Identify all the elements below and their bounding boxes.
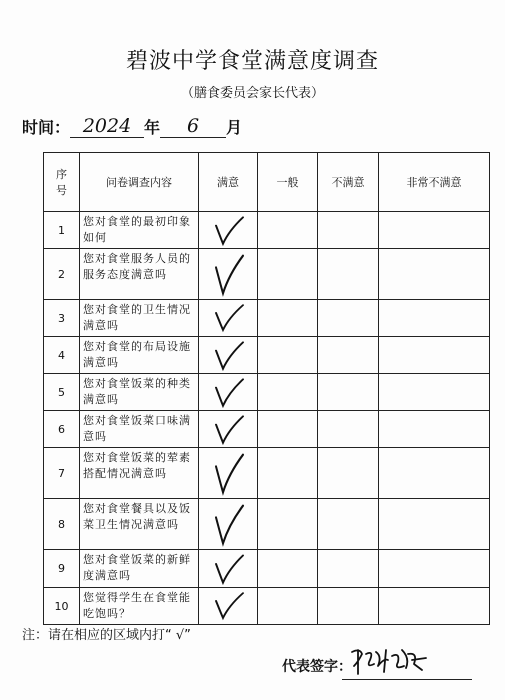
row-number: 2 <box>44 249 80 300</box>
table-row <box>44 550 490 588</box>
answer-cell[interactable] <box>258 212 318 249</box>
answer-cell[interactable] <box>199 249 258 300</box>
answer-cell[interactable] <box>318 337 379 374</box>
answer-cell[interactable] <box>258 448 318 499</box>
question-text: 您对食堂饭菜的荤素搭配情况满意吗 <box>80 448 199 499</box>
checkmark-icon <box>213 376 245 409</box>
header-no-char: 序 <box>56 168 67 181</box>
signature-label: 代表签字： <box>282 659 352 675</box>
month-unit: 月 <box>226 118 243 137</box>
row-number: 5 <box>44 374 80 411</box>
checkmark-icon <box>213 339 245 372</box>
question-text: 您觉得学生在食堂能吃饱吗？ <box>80 588 199 625</box>
table-header-row <box>44 153 490 212</box>
answer-cell[interactable] <box>379 550 490 588</box>
question-text: 您对食堂服务人员的服务态度满意吗 <box>80 249 199 300</box>
row-number: 1 <box>44 212 80 249</box>
header-very-unsatisfied: 非常不满意 <box>379 153 490 212</box>
answer-cell[interactable] <box>379 588 490 625</box>
answer-cell[interactable] <box>258 411 318 448</box>
answer-cell[interactable] <box>258 374 318 411</box>
month-field[interactable]: 6 <box>160 115 226 138</box>
answer-cell[interactable] <box>379 300 490 337</box>
answer-cell[interactable] <box>199 411 258 448</box>
page-title: 碧波中学食堂满意度调查 <box>125 49 379 74</box>
table-row <box>44 411 490 448</box>
table-row <box>44 448 490 499</box>
table-row <box>44 249 490 300</box>
header-satisfied: 满意 <box>199 153 258 212</box>
table-row <box>44 588 490 625</box>
answer-cell[interactable] <box>379 249 490 300</box>
answer-cell[interactable] <box>379 212 490 249</box>
checkmark-icon <box>213 214 245 247</box>
row-number: 10 <box>44 588 80 625</box>
signature-image <box>348 644 430 678</box>
answer-cell[interactable] <box>318 249 379 300</box>
answer-cell[interactable] <box>199 337 258 374</box>
answer-cell[interactable] <box>258 300 318 337</box>
answer-cell[interactable] <box>199 499 258 550</box>
answer-cell[interactable] <box>199 300 258 337</box>
survey-table <box>43 152 490 625</box>
question-text: 您对食堂餐具以及饭菜卫生情况满意吗 <box>80 499 199 550</box>
answer-cell[interactable] <box>318 300 379 337</box>
answer-cell[interactable] <box>318 550 379 588</box>
row-number: 4 <box>44 337 80 374</box>
question-text: 您对食堂的最初印象如何 <box>80 212 199 249</box>
answer-cell[interactable] <box>379 499 490 550</box>
question-text: 您对食堂饭菜的新鲜度满意吗 <box>80 550 199 588</box>
question-text: 您对食堂的布局设施满意吗 <box>80 337 199 374</box>
checkmark-icon <box>213 251 245 298</box>
checkmark-icon <box>213 501 245 548</box>
row-number: 9 <box>44 550 80 588</box>
checkmark-icon <box>213 302 245 333</box>
answer-cell[interactable] <box>258 249 318 300</box>
answer-cell[interactable] <box>318 499 379 550</box>
checkmark-icon <box>213 413 245 446</box>
checkmark-icon <box>213 552 245 586</box>
row-number: 6 <box>44 411 80 448</box>
table-row <box>44 374 490 411</box>
question-text: 您对食堂的卫生情况满意吗 <box>80 300 199 337</box>
answer-cell[interactable] <box>318 374 379 411</box>
footnote: 注：请在相应的区域内打“ √” <box>22 628 191 643</box>
answer-cell[interactable] <box>318 212 379 249</box>
header-question: 问卷调查内容 <box>80 153 199 212</box>
date-line <box>22 112 242 138</box>
answer-cell[interactable] <box>318 411 379 448</box>
answer-cell[interactable] <box>199 212 258 249</box>
answer-cell[interactable] <box>199 550 258 588</box>
header-no-char: 号 <box>56 184 67 197</box>
answer-cell[interactable] <box>379 374 490 411</box>
answer-cell[interactable] <box>318 448 379 499</box>
answer-cell[interactable] <box>379 337 490 374</box>
header-no <box>44 153 80 212</box>
question-text: 您对食堂饭菜的种类满意吗 <box>80 374 199 411</box>
table-row <box>44 212 490 249</box>
page-subtitle: （膳食委员会家长代表） <box>180 86 324 101</box>
row-number: 7 <box>44 448 80 499</box>
header-unsatisfied: 不满意 <box>318 153 379 212</box>
answer-cell[interactable] <box>199 448 258 499</box>
answer-cell[interactable] <box>318 588 379 625</box>
answer-cell[interactable] <box>258 499 318 550</box>
checkmark-icon <box>213 450 245 497</box>
row-number: 8 <box>44 499 80 550</box>
checkmark-icon <box>213 590 245 621</box>
table-row <box>44 499 490 550</box>
answer-cell[interactable] <box>258 588 318 625</box>
table-row <box>44 337 490 374</box>
question-text: 您对食堂饭菜口味满意吗 <box>80 411 199 448</box>
answer-cell[interactable] <box>199 588 258 625</box>
answer-cell[interactable] <box>379 411 490 448</box>
answer-cell[interactable] <box>258 550 318 588</box>
year-unit: 年 <box>144 118 161 137</box>
row-number: 3 <box>44 300 80 337</box>
signature-line <box>342 679 472 680</box>
answer-cell[interactable] <box>199 374 258 411</box>
date-label: 时间： <box>22 118 71 137</box>
answer-cell[interactable] <box>258 337 318 374</box>
header-average: 一般 <box>258 153 318 212</box>
table-row <box>44 300 490 337</box>
year-field[interactable]: 2024 <box>70 115 144 138</box>
answer-cell[interactable] <box>379 448 490 499</box>
